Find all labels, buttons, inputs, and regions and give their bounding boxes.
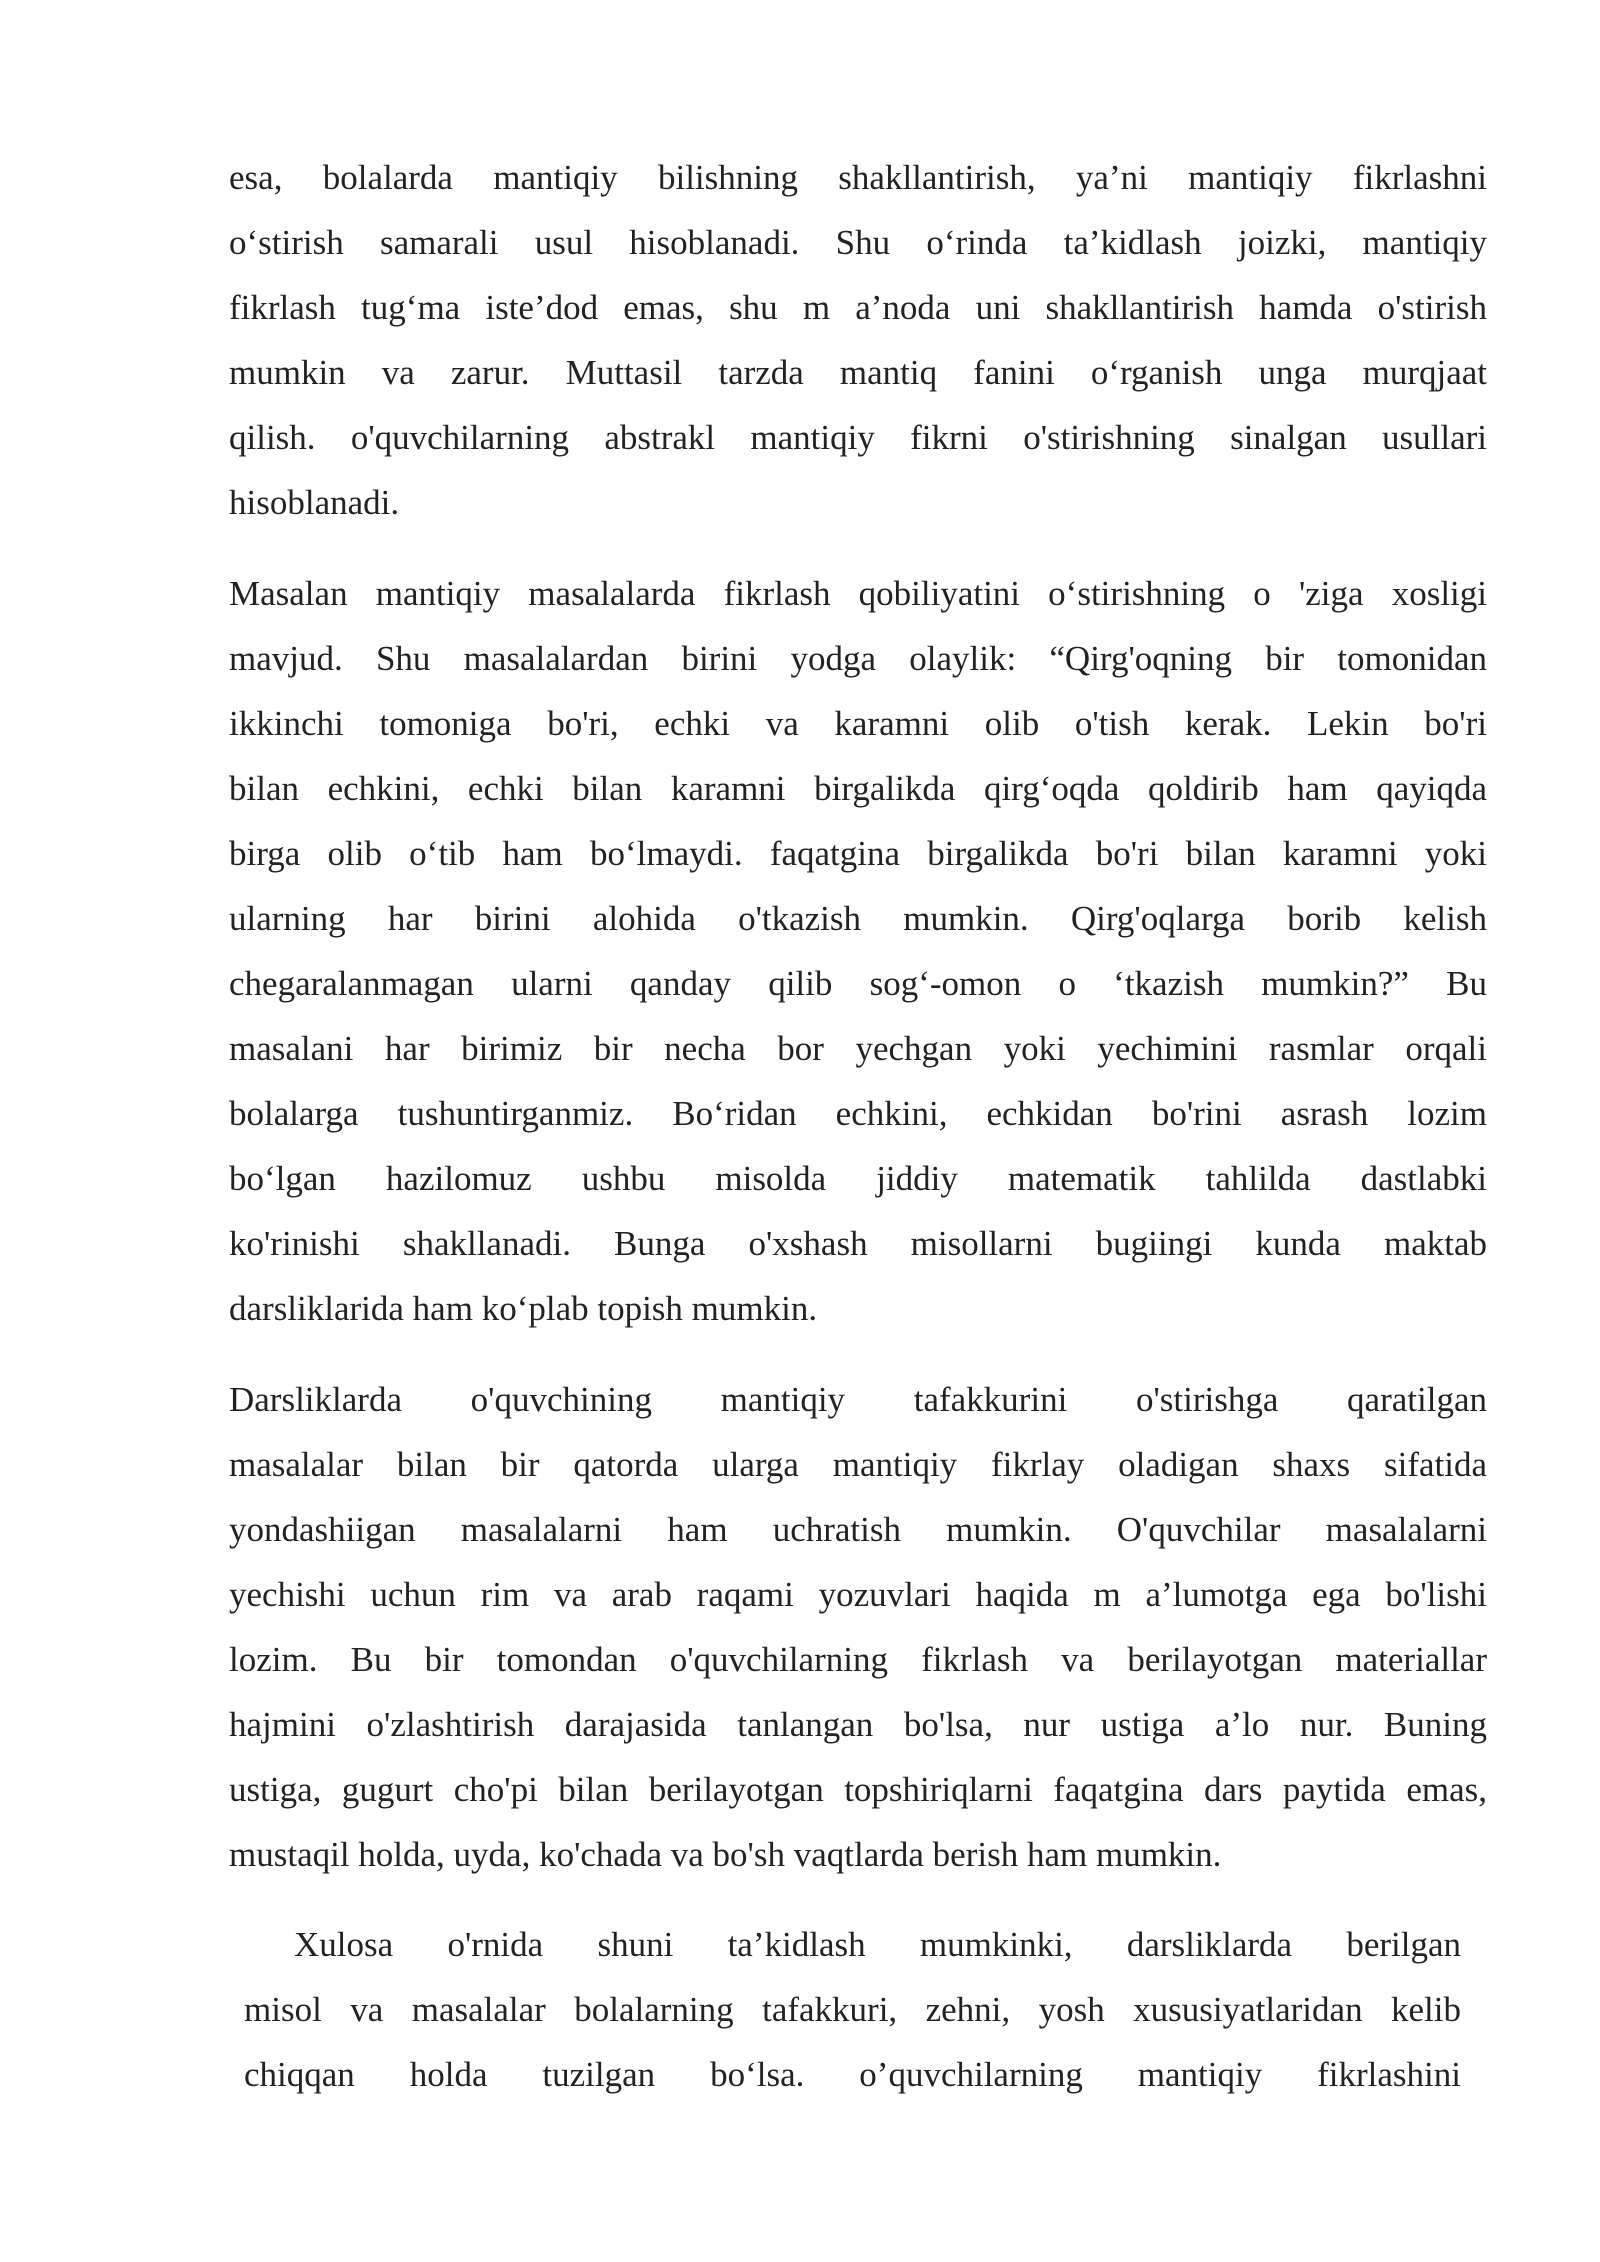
text-line: Darsliklarda o'quvchining mantiqiy tafakkurini o'stirishga qaratilgan xyxy=(229,1380,1487,1419)
text-line: Masalan mantiqiy masalalarda fikrlash qobiliyatini o‘stirishning o 'ziga xosligi xyxy=(229,574,1487,613)
paragraph-3 xyxy=(229,1367,1487,1887)
text-line: esa, bolalarda mantiqiy bilishning shakllantirish, ya’ni mantiqiy fikrlashni xyxy=(229,158,1487,197)
text-line: hisoblanadi. xyxy=(229,483,400,522)
paragraph-4 xyxy=(244,1912,1461,2107)
text-line: misol va masalalar bolalarning tafakkuri, zehni, yosh xususiyatlaridan kelib xyxy=(244,1990,1461,2029)
text-line: masalalar bilan bir qatorda ularga mantiqiy fikrlay oladigan shaxs sifatida xyxy=(229,1445,1487,1484)
text-line: bolalarga tushuntirganmiz. Bo‘ridan echkini, echkidan bo'rini asrash lozim xyxy=(229,1094,1487,1133)
text-line: bilan echkini, echki bilan karamni birgalikda qirg‘oqda qoldirib ham qayiqda xyxy=(229,769,1487,808)
text-line: darsliklarida ham ko‘plab topish mumkin. xyxy=(229,1289,818,1328)
text-line: chiqqan holda tuzilgan bo‘lsa. o’quvchilarning mantiqiy fikrlashini xyxy=(244,2055,1461,2094)
text-line: ko'rinishi shakllanadi. Bunga o'xshash misollarni bugiingi kunda maktab xyxy=(229,1224,1487,1263)
text-line: ikkinchi tomoniga bo'ri, echki va karamni olib o'tish kerak. Lekin bo'ri xyxy=(229,704,1487,743)
text-line: lozim. Bu bir tomondan o'quvchilarning fikrlash va berilayotgan materiallar xyxy=(229,1640,1487,1679)
text-line: birga olib o‘tib ham bo‘lmaydi. faqatgina birgalikda bo'ri bilan karamni yoki xyxy=(229,834,1487,873)
text-line: hajmini o'zlashtirish darajasida tanlangan bo'lsa, nur ustiga a’lo nur. Buning xyxy=(229,1705,1487,1744)
text-line: mavjud. Shu masalalardan birini yodga olaylik: “Qirg'oqning bir tomonidan xyxy=(229,639,1487,678)
text-line: masalani har birimiz bir necha bor yechgan yoki yechimini rasmlar orqali xyxy=(229,1029,1487,1068)
text-line: ularning har birini alohida o'tkazish mumkin. Qirg'oqlarga borib kelish xyxy=(229,899,1487,938)
paragraph-1 xyxy=(229,145,1487,535)
text-line: yondashiigan masalalarni ham uchratish mumkin. O'quvchilar masalalarni xyxy=(229,1510,1487,1549)
text-line: yechishi uchun rim va arab raqami yozuvlari haqida m a’lumotga ega bo'lishi xyxy=(229,1575,1487,1614)
text-line: mustaqil holda, uyda, ko'chada va bo'sh vaqtlarda berish ham mumkin. xyxy=(229,1835,1222,1874)
text-line: chegaralanmagan ularni qanday qilib sog‘-omon o ‘tkazish mumkin?” Bu xyxy=(229,964,1487,1003)
paragraph-2 xyxy=(229,561,1487,1341)
text-line: ustiga, gugurt cho'pi bilan berilayotgan topshiriqlarni faqatgina dars paytida emas, xyxy=(229,1770,1487,1809)
text-line: mumkin va zarur. Muttasil tarzda mantiq fanini o‘rganish unga murqjaat xyxy=(229,353,1487,392)
text-line: qilish. o'quvchilarning abstrakl mantiqiy fikrni o'stirishning sinalgan usullari xyxy=(229,418,1487,457)
text-line: o‘stirish samarali usul hisoblanadi. Shu o‘rinda ta’kidlash joizki, mantiqiy xyxy=(229,223,1487,262)
text-line: fikrlash tug‘ma iste’dod emas, shu m a’noda uni shakllantirish hamda o'stirish xyxy=(229,288,1487,327)
text-line: bo‘lgan hazilomuz ushbu misolda jiddiy matematik tahlilda dastlabki xyxy=(229,1159,1487,1198)
text-line: Xulosa o'rnida shuni ta’kidlash mumkinki, darsliklarda berilgan xyxy=(294,1925,1461,1964)
